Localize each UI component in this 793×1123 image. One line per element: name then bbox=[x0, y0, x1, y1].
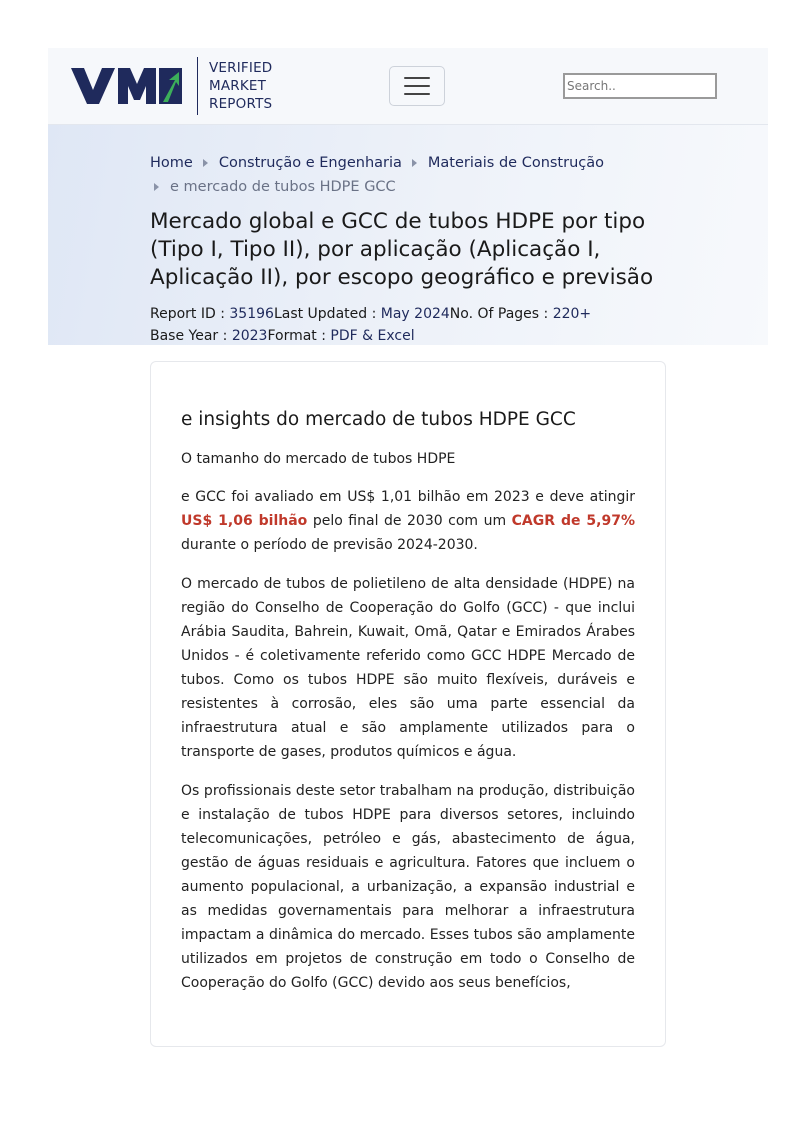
paragraph: O tamanho do mercado de tubos HDPE bbox=[181, 451, 456, 467]
site-header bbox=[48, 48, 768, 125]
breadcrumb-home[interactable]: Home bbox=[150, 155, 193, 171]
report-id-label: Report ID : bbox=[150, 306, 230, 322]
menu-bar bbox=[404, 93, 430, 95]
text-span: e GCC foi avaliado em US$ 1,01 bilhão em 2023 e deve atingir bbox=[181, 489, 635, 505]
pages-label: No. Of Pages : bbox=[449, 306, 553, 322]
logo-line: VERIFIED bbox=[209, 60, 273, 76]
chevron-right-icon bbox=[154, 183, 159, 191]
article-body bbox=[181, 407, 635, 1010]
menu-bar bbox=[404, 85, 430, 87]
highlight-cagr: CAGR de 5,97% bbox=[511, 513, 636, 529]
last-updated-value: May 2024 bbox=[380, 306, 450, 322]
base-year-value: 2023 bbox=[231, 328, 268, 344]
logo-line: REPORTS bbox=[209, 96, 273, 112]
logo-line: MARKET bbox=[209, 78, 267, 94]
report-meta bbox=[150, 303, 591, 347]
format-label: Format : bbox=[267, 328, 331, 344]
logo-divider bbox=[197, 57, 198, 115]
text-span: durante o período de previsão 2024-2030. bbox=[181, 537, 478, 553]
pages-value: 220+ bbox=[552, 306, 592, 322]
report-hero bbox=[48, 125, 768, 345]
breadcrumb-current: e mercado de tubos HDPE GCC bbox=[170, 179, 396, 195]
vmr-logo-mark-icon bbox=[71, 66, 182, 106]
text-span: pelo final de 2030 com um bbox=[307, 513, 512, 529]
page bbox=[48, 48, 768, 345]
meta-row bbox=[150, 325, 591, 347]
breadcrumb-construction[interactable]: Construção e Engenharia bbox=[218, 155, 402, 171]
meta-row bbox=[150, 303, 591, 325]
menu-bar bbox=[404, 77, 430, 79]
paragraph: Os profissionais deste setor trabalham na produção, distribuição e instalação de tubos HDPE para diversos setores, incluindo telecomunicações, petróleo e gás, abastecimento de água, gestão de águas residuais e agricultura. Fatores que incluem o aumento populacional, a urbanização, a expansão industrial e as medidas governamentais para melhorar a infraestrutura impactam a dinâmica do mercado. Esses tubos são amplamente utilizados em projetos de construção em todo o Conselho de Cooperação do Golfo (GCC) devido aos seus benefícios, bbox=[181, 783, 635, 991]
report-id-value: 35196 bbox=[229, 306, 274, 322]
base-year-label: Base Year : bbox=[150, 328, 232, 344]
content-card bbox=[150, 361, 666, 1047]
logo-wordmark bbox=[209, 59, 272, 113]
highlight-market-value: US$ 1,06 bilhão bbox=[181, 513, 308, 529]
breadcrumb-materials[interactable]: Materiais de Construção bbox=[427, 155, 605, 171]
paragraph: O mercado de tubos de polietileno de alta densidade (HDPE) na região do Conselho de Cooperação do Golfo (GCC) - que inclui Arábia Saudita, Bahrein, Kuwait, Omã, Qatar e Emirados Árabes Unidos - é coletivamente referido como GCC HDPE Mercado de tubos. Como os tubos HDPE são muito flexíveis, duráveis e resistentes à corrosão, eles são uma parte essencial da infraestrutura atual e são amplamente utilizados para o transporte de gases, produtos químicos e água. bbox=[181, 576, 635, 760]
chevron-right-icon bbox=[412, 159, 417, 167]
section-heading: e insights do mercado de tubos HDPE GCC bbox=[181, 409, 576, 430]
page-title: Mercado global e GCC de tubos HDPE por tipo (Tipo I, Tipo II), por aplicação (Aplicação I, Aplicação II), por escopo geográfico e previsão bbox=[150, 209, 654, 290]
hamburger-menu-button[interactable] bbox=[389, 66, 445, 106]
chevron-right-icon bbox=[203, 159, 208, 167]
search-input[interactable] bbox=[563, 73, 717, 99]
format-value: PDF & Excel bbox=[330, 328, 415, 344]
last-updated-label: Last Updated : bbox=[273, 306, 381, 322]
paragraph-market-size bbox=[181, 485, 635, 557]
vmr-logo[interactable] bbox=[71, 56, 272, 116]
breadcrumb bbox=[150, 151, 670, 199]
